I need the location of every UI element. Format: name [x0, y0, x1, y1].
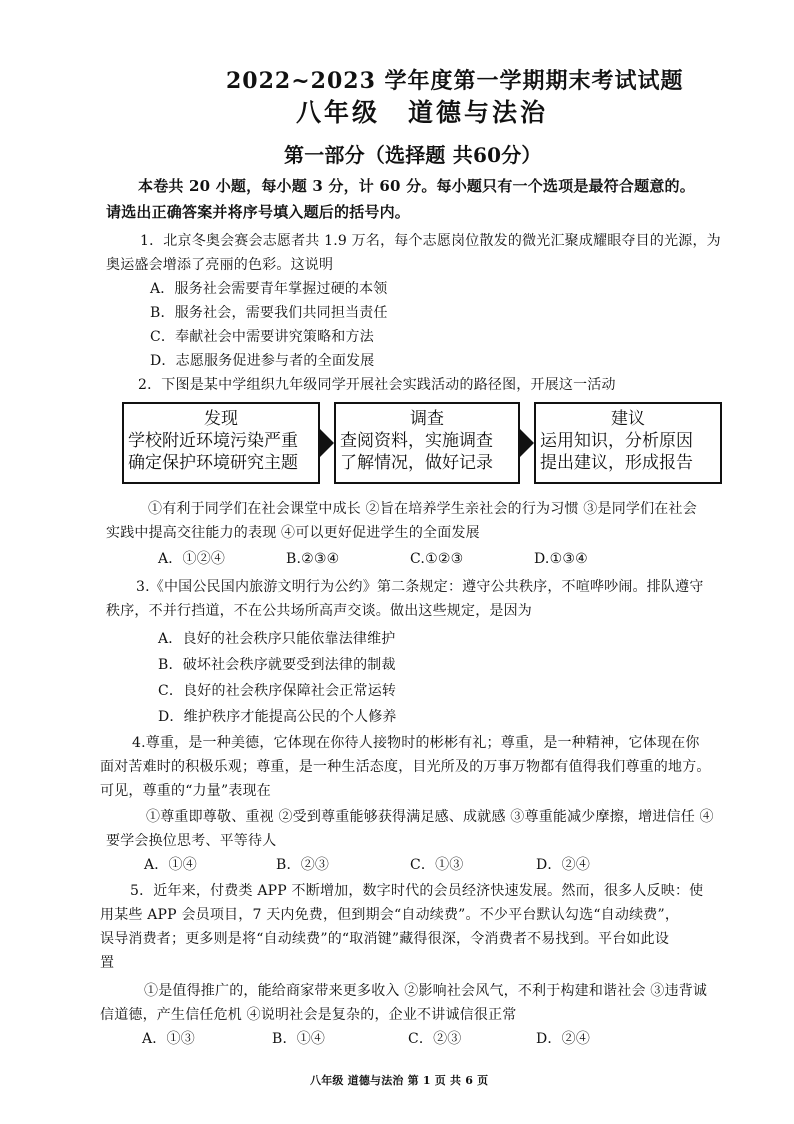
- q5-stem-line-3: 误导消费者；更多则是将“自动续费”的“取消键”藏得很深，令消费者不易找到。平台如此设: [100, 931, 670, 947]
- flow-step-title: 建议: [611, 409, 645, 429]
- flow-step-line: 提出建议，形成报告: [540, 453, 693, 473]
- q1-option-b: B．服务社会，需要我们共同担当责任: [150, 305, 388, 321]
- q3-option-d: D．维护秩序才能提高公民的个人修养: [158, 709, 397, 725]
- q1-stem-line-2: 奥运盛会增添了亮丽的色彩。这说明: [106, 257, 334, 273]
- arrow-right-icon: [320, 429, 334, 457]
- instructions-line-1: 本卷共 20 小题，每小题 3 分，计 60 分。每小题只有一个选项是最符合题意的。: [138, 177, 695, 195]
- page-footer: 八年级 道德与法治 第 1 页 共 6 页: [310, 1074, 489, 1087]
- q2-option-a: A．①②④: [158, 551, 226, 567]
- flow-step-discover: [122, 402, 320, 484]
- q2-option-b: B.②③④: [286, 551, 340, 567]
- q3-stem-line-2: 秩序，不并行挡道，不在公共场所高声交谈。做出这些规定，是因为: [106, 603, 532, 619]
- flow-step-line: 查阅资料，实施调查: [340, 431, 493, 451]
- q5-option-c: C．②③: [408, 1031, 462, 1047]
- part-title: 第一部分（选择题 共60分）: [284, 143, 542, 167]
- q5-statements-line-2: 信道德，产生信任危机 ④说明社会是复杂的，企业不讲诚信很正常: [100, 1007, 517, 1023]
- q4-option-d: D．②④: [536, 857, 591, 873]
- q1-option-c: C．奉献社会中需要讲究策略和方法: [150, 329, 374, 345]
- q5-stem-line-2: 用某些 APP 会员项目，7 天内免费，但到期会“自动续费”。不少平台默认勾选“自动续费”，: [100, 907, 680, 923]
- q2-stem: 2．下图是某中学组织九年级同学开展社会实践活动的路径图，开展这一活动: [138, 377, 616, 393]
- q4-stem-line-3: 可见，尊重的“力量”表现在: [100, 783, 271, 799]
- flow-step-line: 确定保护环境研究主题: [128, 453, 298, 473]
- q5-option-d: D．②④: [536, 1031, 591, 1047]
- q5-option-b: B．①④: [272, 1031, 326, 1047]
- subject-title: 八年级 道德与法治: [296, 98, 549, 127]
- flow-step-investigate: [334, 402, 520, 484]
- instructions-line-2: 请选出正确答案并将序号填入题后的括号内。: [106, 203, 411, 221]
- q3-stem-line-1: 3.《中国公民国内旅游文明行为公约》第二条规定：遵守公共秩序，不喧哗吵闹。排队遵守: [136, 579, 704, 595]
- flow-step-line: 运用知识，分析原因: [540, 431, 693, 451]
- q4-option-a: A．①④: [144, 857, 197, 873]
- flow-step-line: 了解情况，做好记录: [340, 453, 493, 473]
- q4-option-b: B．②③: [276, 857, 330, 873]
- q5-stem-line-1: 5．近年来，付费类 APP 不断增加，数字时代的会员经济快速发展。然而，很多人反映：使: [130, 883, 704, 899]
- flow-step-line: 学校附近环境污染严重: [128, 431, 298, 451]
- q2-option-d: D.①③④: [534, 551, 588, 567]
- q3-option-a: A．良好的社会秩序只能依靠法律维护: [158, 631, 396, 647]
- exam-title: 2022~2023 学年度第一学期期末考试试题: [226, 68, 684, 94]
- flow-step-suggest: [534, 402, 722, 484]
- q2-statements-line-2: 实践中提高交往能力的表现 ④可以更好促进学生的全面发展: [106, 525, 480, 541]
- q5-stem-line-4: 置: [100, 955, 115, 971]
- arrow-right-icon: [520, 429, 534, 457]
- q4-stem-line-1: 4.尊重，是一种美德，它体现在你待人接物时的彬彬有礼；尊重，是一种精神，它体现在你: [132, 735, 700, 751]
- q3-option-b: B．破坏社会秩序就要受到法律的制裁: [158, 657, 396, 673]
- q4-stem-line-2: 面对苦难时的积极乐观；尊重，是一种生活态度，目光所及的万事万物都有值得我们尊重的地方。: [100, 759, 711, 775]
- q4-statements-line-2: 要学会换位思考、平等待人: [106, 833, 277, 849]
- flow-step-title: 调查: [410, 409, 444, 429]
- flow-step-title: 发现: [204, 409, 238, 429]
- q4-statements-line-1: ①尊重即尊敬、重视 ②受到尊重能够获得满足感、成就感 ③尊重能减少摩擦，增进信任 ④: [146, 809, 714, 825]
- q1-option-d: D．志愿服务促进参与者的全面发展: [150, 353, 375, 369]
- q2-option-c: C.①②③: [410, 551, 464, 567]
- q1-option-a: A．服务社会需要青年掌握过硬的本领: [150, 281, 388, 297]
- q1-stem-line-1: 1．北京冬奥会赛会志愿者共 1.9 万名，每个志愿岗位散发的微光汇聚成耀眼夺目的光源，为: [140, 233, 721, 249]
- q2-statements-line-1: ①有利于同学们在社会课堂中成长 ②旨在培养学生亲社会的行为习惯 ③是同学们在社会: [148, 501, 697, 517]
- q4-option-c: C．①③: [410, 857, 464, 873]
- q5-option-a: A．①③: [142, 1031, 195, 1047]
- q5-statements-line-1: ①是值得推广的，能给商家带来更多收入 ②影响社会风气，不利于构建和谐社会 ③违背诚: [144, 983, 708, 999]
- q3-option-c: C．良好的社会秩序保障社会正常运转: [158, 683, 397, 699]
